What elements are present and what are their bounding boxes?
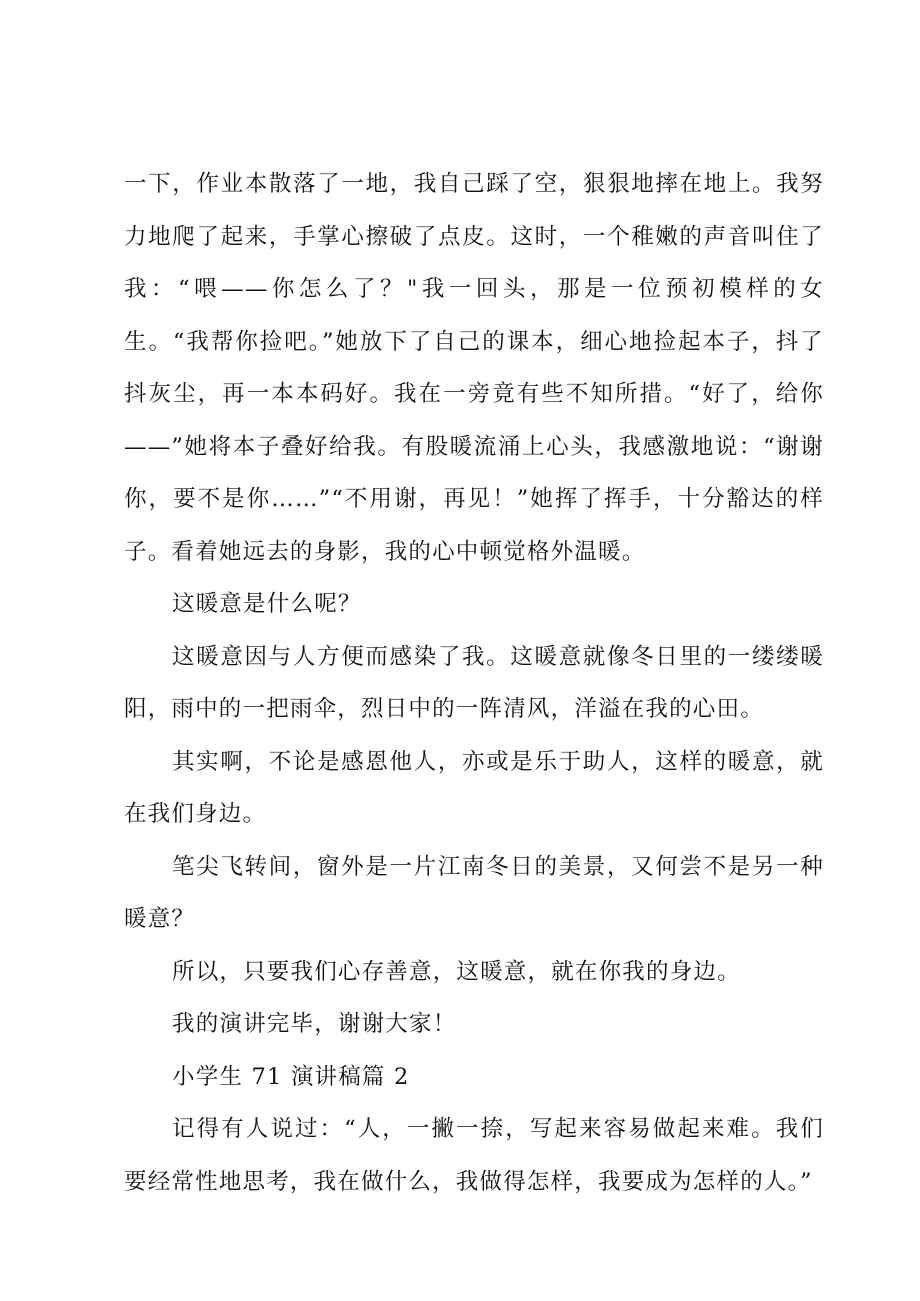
- paragraph-7: 我的演讲完毕，谢谢大家！: [172, 1011, 457, 1037]
- paragraph-3: 这暖意因与人方便而感染了我。这暖意就像冬日里的一缕缕暖阳，雨中的一把雨伞，烈日中的一阵清风，洋溢在我的心田。: [124, 643, 824, 722]
- paragraph-1: 一下，作业本散落了一地，我自己踩了空，狠狠地摔在地上。我努力地爬了起来，手掌心擦破了点皮。这时，一个稚嫩的声音叫住了我：“喂——你怎么了？"我一回头，那是一位预初模样的女生。“我帮你捡吧。”她放下了自己的课本，细心地捡起本子，抖了抖灰尘，再一本本码好。我在一旁竟有些不知所措。“好了，给你——”她将本子叠好给我。有股暖流涌上心头，我感激地说：“谢谢你，要不是你……”“不用谢，再见！”她挥了挥手，十分豁达的样子。看着她远去的身影，我的心中顿觉格外温暖。: [124, 171, 824, 565]
- paragraph-2: 这暖意是什么呢？: [172, 591, 362, 617]
- paragraph-6: 所以，只要我们心存善意，这暖意，就在你我的身边。: [172, 958, 741, 985]
- document-body: [124, 158, 824, 1208]
- paragraph-4: 其实啊，不论是感恩他人，亦或是乐于助人，这样的暖意，就在我们身边。: [124, 748, 824, 827]
- paragraph-9: 记得有人说过：“人，一撇一捺，写起来容易做起来难。我们要经常性地思考，我在做什么，我做得怎样，我要成为怎样的人。”: [124, 1116, 824, 1195]
- paragraph-5: 笔尖飞转间，窗外是一片江南冬日的美景，又何尝不是另一种暖意？: [124, 853, 824, 932]
- section-heading: 小学生 71 演讲稿篇 2: [172, 1063, 410, 1090]
